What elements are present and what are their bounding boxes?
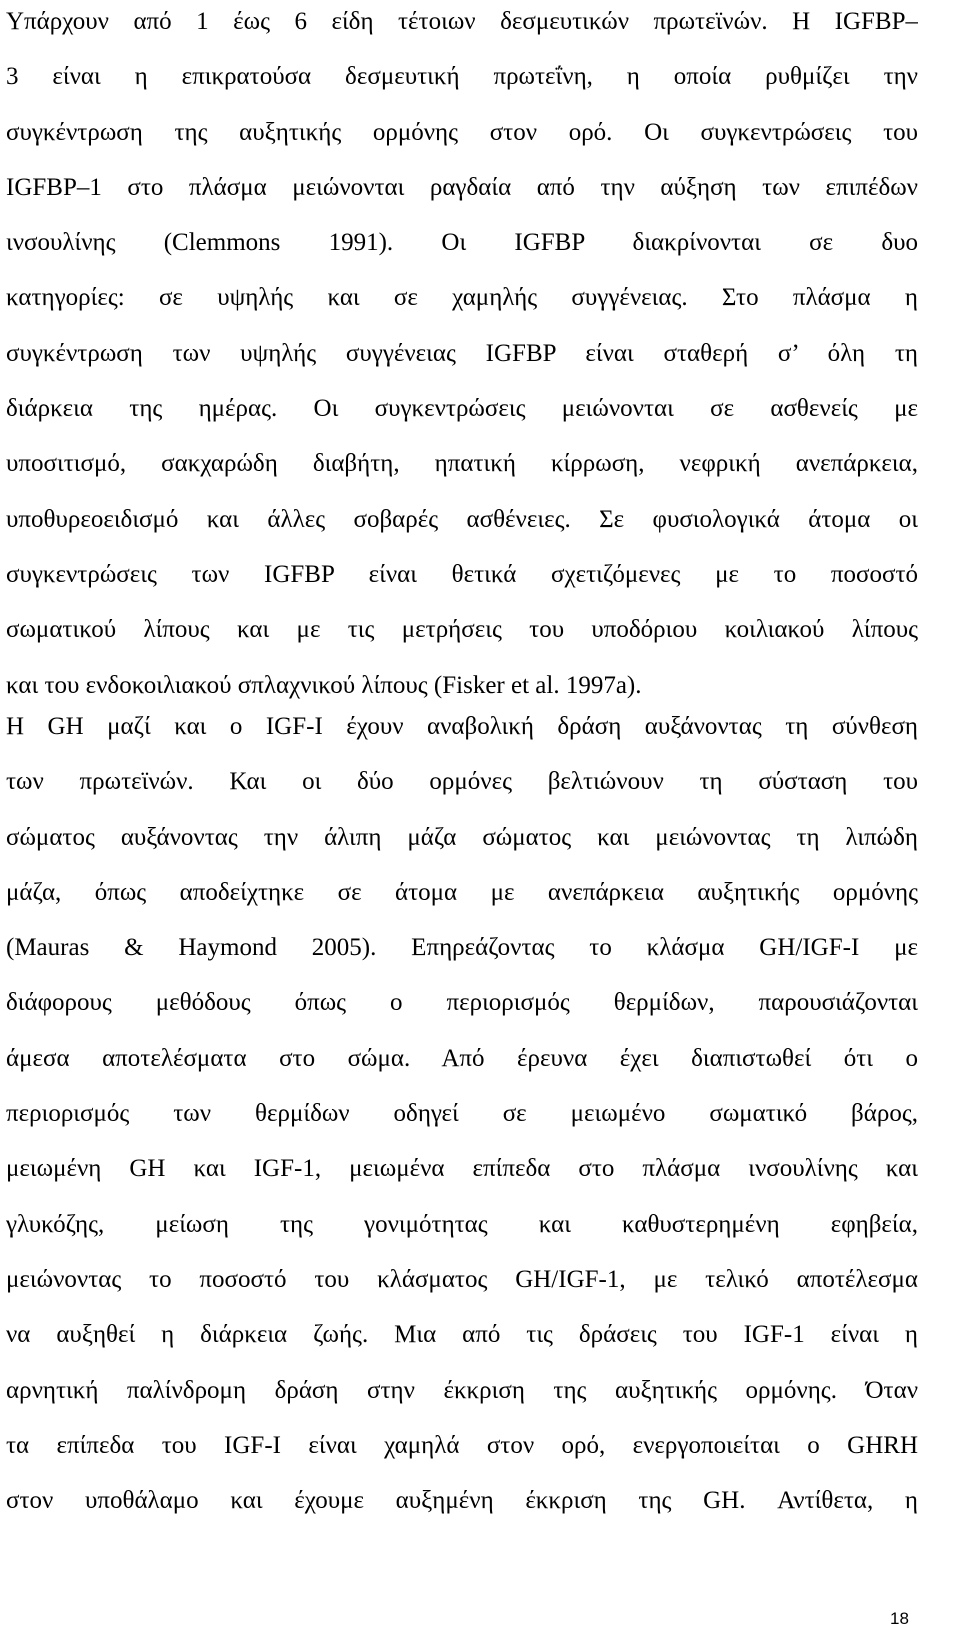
text-line: περιορισμός των θερμίδων οδηγεί σε μειωμένο σωματικό βάρος, <box>6 1100 918 1128</box>
text-line: 3 είναι η επικρατούσα δεσμευτική πρωτεΐνη, η οποία ρυθμίζει την <box>6 63 918 91</box>
text-line: διάρκεια της ημέρας. Οι συγκεντρώσεις μειώνονται σε ασθενείς με <box>6 395 918 423</box>
text-line: σωματικού λίπους και με τις μετρήσεις του υποδόριου κοιλιακού λίπους <box>6 616 918 644</box>
text-line: (Mauras & Haymond 2005). Επηρεάζοντας το κλάσμα GH/IGF-I με <box>6 934 918 962</box>
text-line: μειώνοντας το ποσοστό του κλάσματος GH/IGF-1, με τελικό αποτέλεσμα <box>6 1265 918 1293</box>
text-line: συγκέντρωση της αυξητικής ορμόνης στον ορό. Οι συγκεντρώσεις του <box>6 118 918 146</box>
text-line: συγκεντρώσεις των IGFBP είναι θετικά σχετιζόμενες με το ποσοστό <box>6 560 918 588</box>
text-line: σώματος αυξάνοντας την άλιπη μάζα σώματος και μειώνοντας τη λιπώδη <box>6 823 918 851</box>
text-line: Η GH μαζί και ο IGF-I έχουν αναβολική δράση αυξάνοντας τη σύνθεση <box>6 713 918 740</box>
text-line: Υπάρχουν από 1 έως 6 είδη τέτοιων δεσμευτικών πρωτεϊνών. Η IGFBP– <box>6 8 918 35</box>
text-line: υποσιτισμό, σακχαρώδη διαβήτη, ηπατική κίρρωση, νεφρική ανεπάρκεια, <box>6 450 918 478</box>
paragraph-igfbp <box>6 0 918 713</box>
text-line: τα επίπεδα του IGF-I είναι χαμηλά στον ορό, ενεργοποιείται ο GHRH <box>6 1431 918 1459</box>
text-line: και του ενδοκοιλιακού σπλαχνικού λίπους (Fisker et al. 1997a). <box>6 671 642 699</box>
text-line: αρνητική παλίνδρομη δράση στην έκκριση της αυξητικής ορμόνης. Όταν <box>6 1376 918 1404</box>
text-line: μάζα, όπως αποδείχτηκε σε άτομα με ανεπάρκεια αυξητικής ορμόνης <box>6 878 918 906</box>
text-line: συγκέντρωση των υψηλής συγγένειας IGFBP είναι σταθερή σ’ όλη τη <box>6 339 918 367</box>
text-line: να αυξηθεί η διάρκεια ζωής. Μια από τις δράσεις του IGF-1 είναι η <box>6 1321 918 1349</box>
text-line: άμεσα αποτελέσματα στο σώμα. Από έρευνα έχει διαπιστωθεί ότι ο <box>6 1044 918 1072</box>
page-number: 18 <box>890 1609 909 1628</box>
text-line: υποθυρεοειδισμό και άλλες σοβαρές ασθένειες. Σε φυσιολογικά άτομα οι <box>6 505 918 533</box>
text-line: IGFBP–1 στο πλάσμα μειώνονται ραγδαία από την αύξηση των επιπέδων <box>6 173 918 201</box>
paragraph-gh-igf <box>6 699 918 1528</box>
text-line: διάφορους μεθόδους όπως ο περιορισμός θερμίδων, παρουσιάζονται <box>6 989 918 1017</box>
text-line: των πρωτεϊνών. Και οι δύο ορμόνες βελτιώνουν τη σύσταση του <box>6 768 918 796</box>
text-line: κατηγορίες: σε υψηλής και σε χαμηλής συγγένειας. Στο πλάσμα η <box>6 284 918 312</box>
text-line: γλυκόζης, μείωση της γονιμότητας και καθυστερημένη εφηβεία, <box>6 1210 918 1238</box>
text-line: στον υποθάλαμο και έχουμε αυξημένη έκκριση της GH. Αντίθετα, η <box>6 1487 918 1515</box>
text-line: ινσουλίνης (Clemmons 1991). Οι IGFBP διακρίνονται σε δυο <box>6 229 918 257</box>
text-line: μειωμένη GH και IGF-1, μειωμένα επίπεδα στο πλάσμα ινσουλίνης και <box>6 1155 918 1183</box>
